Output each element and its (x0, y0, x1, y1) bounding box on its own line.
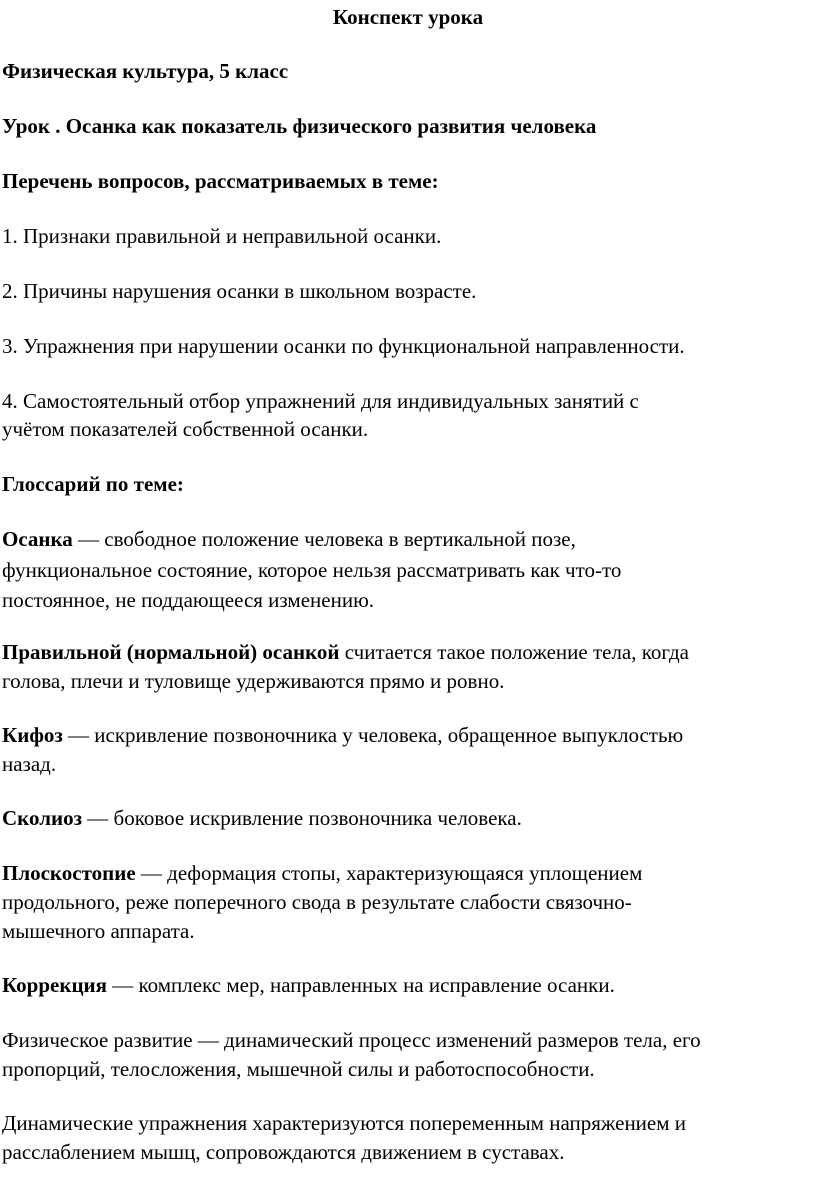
question-item-2: 2. Причины нарушения осанки в школьном возрасте. (2, 279, 477, 303)
glossary-definition-flatfoot: — деформация стопы, характеризующаяся уплощением (135, 861, 643, 885)
glossary-term-scoliosis: Сколиоз (2, 806, 83, 830)
glossary-physical-development: Физическое развитие — динамический процесс изменений размеров тела, его (2, 1028, 701, 1052)
glossary-scoliosis (2, 803, 808, 833)
page-title: Конспект урока (332, 5, 484, 29)
glossary-term-kyphosis: Кифоз (2, 723, 63, 747)
glossary-term-correction: Коррекция (2, 973, 108, 997)
questions-heading: Перечень вопросов, рассматриваемых в теме: (2, 169, 439, 193)
glossary-kyphosis-line2: назад. (2, 752, 57, 776)
question-item-1: 1. Признаки правильной и неправильной осанки. (2, 224, 442, 248)
glossary-normal-posture-line2: голова, плечи и туловище удерживаются прямо и ровно. (2, 669, 505, 693)
glossary-definition-correction: — комплекс мер, направленных на исправление осанки. (107, 973, 615, 997)
glossary-correction (2, 970, 808, 1000)
glossary-heading: Глоссарий по теме: (2, 472, 184, 496)
glossary-term-normal-posture: Правильной (нормальной) осанкой (2, 640, 340, 664)
glossary-definition-normal-posture: считается такое положение тела, когда (339, 640, 689, 664)
glossary-posture-line3: постоянное, не поддающееся изменению. (2, 588, 375, 612)
glossary-term-posture: Осанка (2, 527, 73, 551)
question-item-3: 3. Упражнения при нарушении осанки по функциональной направленности. (2, 334, 685, 358)
glossary-flatfoot-line2: продольного, реже поперечного свода в результате слабости связочно- (2, 890, 632, 914)
glossary-flatfoot (2, 858, 808, 888)
glossary-dynamic-exercises-line2: расслаблением мышц, сопровождаются движением в суставах. (2, 1140, 565, 1164)
glossary-physical-development-line2: пропорций, телосложения, мышечной силы и работоспособности. (2, 1057, 595, 1081)
question-item-4-continued: учётом показателей собственной осанки. (2, 417, 369, 441)
glossary-flatfoot-line3: мышечного аппарата. (2, 919, 195, 943)
glossary-kyphosis (2, 720, 808, 750)
glossary-definition-posture: — свободное положение человека в вертикальной позе, (72, 527, 576, 551)
glossary-normal-posture (2, 637, 808, 667)
glossary-definition-scoliosis: — боковое искривление позвоночника человека. (82, 806, 522, 830)
question-item-4: 4. Самостоятельный отбор упражнений для индивидуальных занятий с (2, 389, 639, 413)
subject-heading: Физическая культура, 5 класс (2, 59, 289, 83)
glossary-definition-kyphosis: — искривление позвоночника у человека, обращенное выпуклостью (62, 723, 684, 747)
glossary-term-flatfoot: Плоскостопие (2, 861, 136, 885)
glossary-posture-line2: функциональное состояние, которое нельзя рассматривать как что-то (2, 558, 622, 582)
glossary-dynamic-exercises: Динамические упражнения характеризуются попеременным напряжением и (2, 1111, 687, 1135)
lesson-heading: Урок . Осанка как показатель физического развития человека (2, 114, 597, 138)
glossary-posture (2, 524, 808, 554)
